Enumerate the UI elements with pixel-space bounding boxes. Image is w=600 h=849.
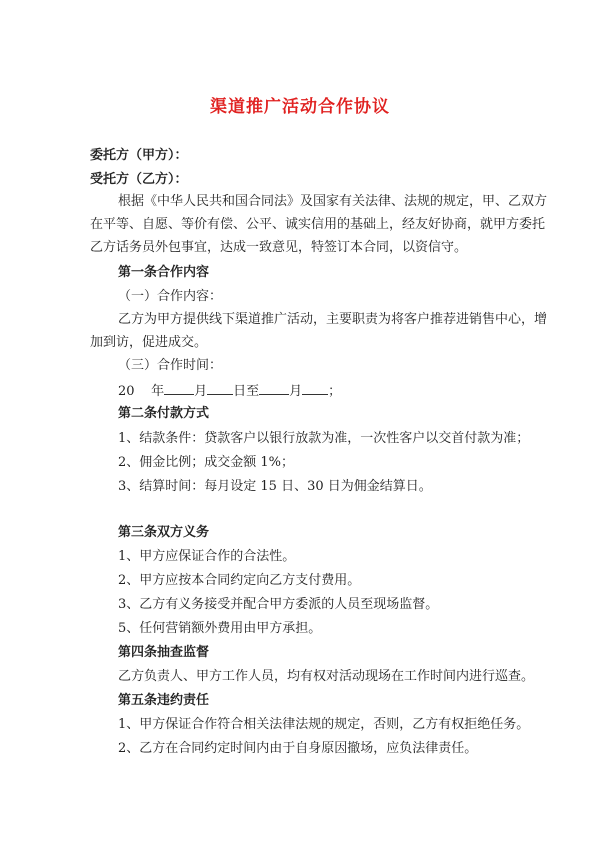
article-3-item: 5、任何营销额外费用由甲方承担。 bbox=[118, 621, 322, 636]
article-3-heading: 第三条双方义务 bbox=[118, 525, 210, 540]
party-b-label: 受托方（乙方）： bbox=[90, 172, 188, 187]
article-1-heading: 第一条合作内容 bbox=[118, 265, 210, 280]
article-5-heading: 第五条违约责任 bbox=[118, 693, 210, 708]
article-3-item: 2、甲方应按本合同约定向乙方支付费用。 bbox=[118, 573, 361, 588]
time-year-prefix: 20 bbox=[118, 384, 135, 399]
intro-line: 根据《中华人民共和国合同法》及国家有关法律、法规的规定，甲、乙双方 bbox=[118, 194, 548, 209]
article-4-content: 乙方负责人、甲方工作人员，均有权对活动现场在工作时间内进行巡查。 bbox=[118, 669, 535, 684]
intro-line: 在平等、自愿、等价有偿、公平、诚实信用的基础上，经友好协商，就甲方委托 bbox=[90, 217, 546, 232]
time-year-unit: 年 bbox=[151, 384, 165, 399]
article-1-sub-3: （三）合作时间： bbox=[118, 358, 223, 373]
article-2-item: 2、佣金比例；成交金额 1%； bbox=[118, 455, 295, 470]
cooperation-time-line bbox=[118, 382, 341, 400]
article-5-item: 1、甲方保证合作符合相关法律法规的规定，否则，乙方有权拒绝任务。 bbox=[118, 717, 530, 732]
time-month-unit: 月 bbox=[194, 384, 208, 399]
document-title: 渠道推广活动合作协议 bbox=[210, 97, 390, 117]
time-end: ； bbox=[328, 384, 342, 399]
time-day-to: 日至 bbox=[233, 384, 260, 399]
end-month-blank bbox=[259, 382, 289, 395]
article-4-heading: 第四条抽查监督 bbox=[118, 645, 210, 660]
article-3-item: 1、甲方应保证合作的合法性。 bbox=[118, 549, 296, 564]
intro-line: 乙方话务员外包事宜，达成一致意见，特签订本合同，以资信守。 bbox=[90, 240, 468, 255]
party-a-label: 委托方（甲方）： bbox=[90, 148, 188, 163]
article-2-item: 1、结款条件：贷款客户以银行放款为准，一次性客户以交首付款为准； bbox=[118, 431, 530, 446]
article-3-item: 3、乙方有义务接受并配合甲方委派的人员至现场监督。 bbox=[118, 597, 439, 612]
end-day-blank bbox=[302, 382, 328, 395]
article-1-sub-1: （一）合作内容： bbox=[118, 289, 223, 304]
article-2-item: 3、结算时间：每月设定 15 日、30 日为佣金结算日。 bbox=[118, 479, 432, 494]
month-blank bbox=[164, 382, 194, 395]
article-1-content-line: 加到访，促进成交。 bbox=[90, 335, 208, 350]
day-blank bbox=[207, 382, 233, 395]
article-1-content-line: 乙方为甲方提供线下渠道推广活动，主要职责为将客户推荐进销售中心，增 bbox=[118, 312, 548, 327]
article-5-item: 2、乙方在合同约定时间内由于自身原因撤场，应负法律责任。 bbox=[118, 741, 478, 756]
article-2-heading: 第二条付款方式 bbox=[118, 406, 210, 421]
time-month-unit-2: 月 bbox=[289, 384, 303, 399]
